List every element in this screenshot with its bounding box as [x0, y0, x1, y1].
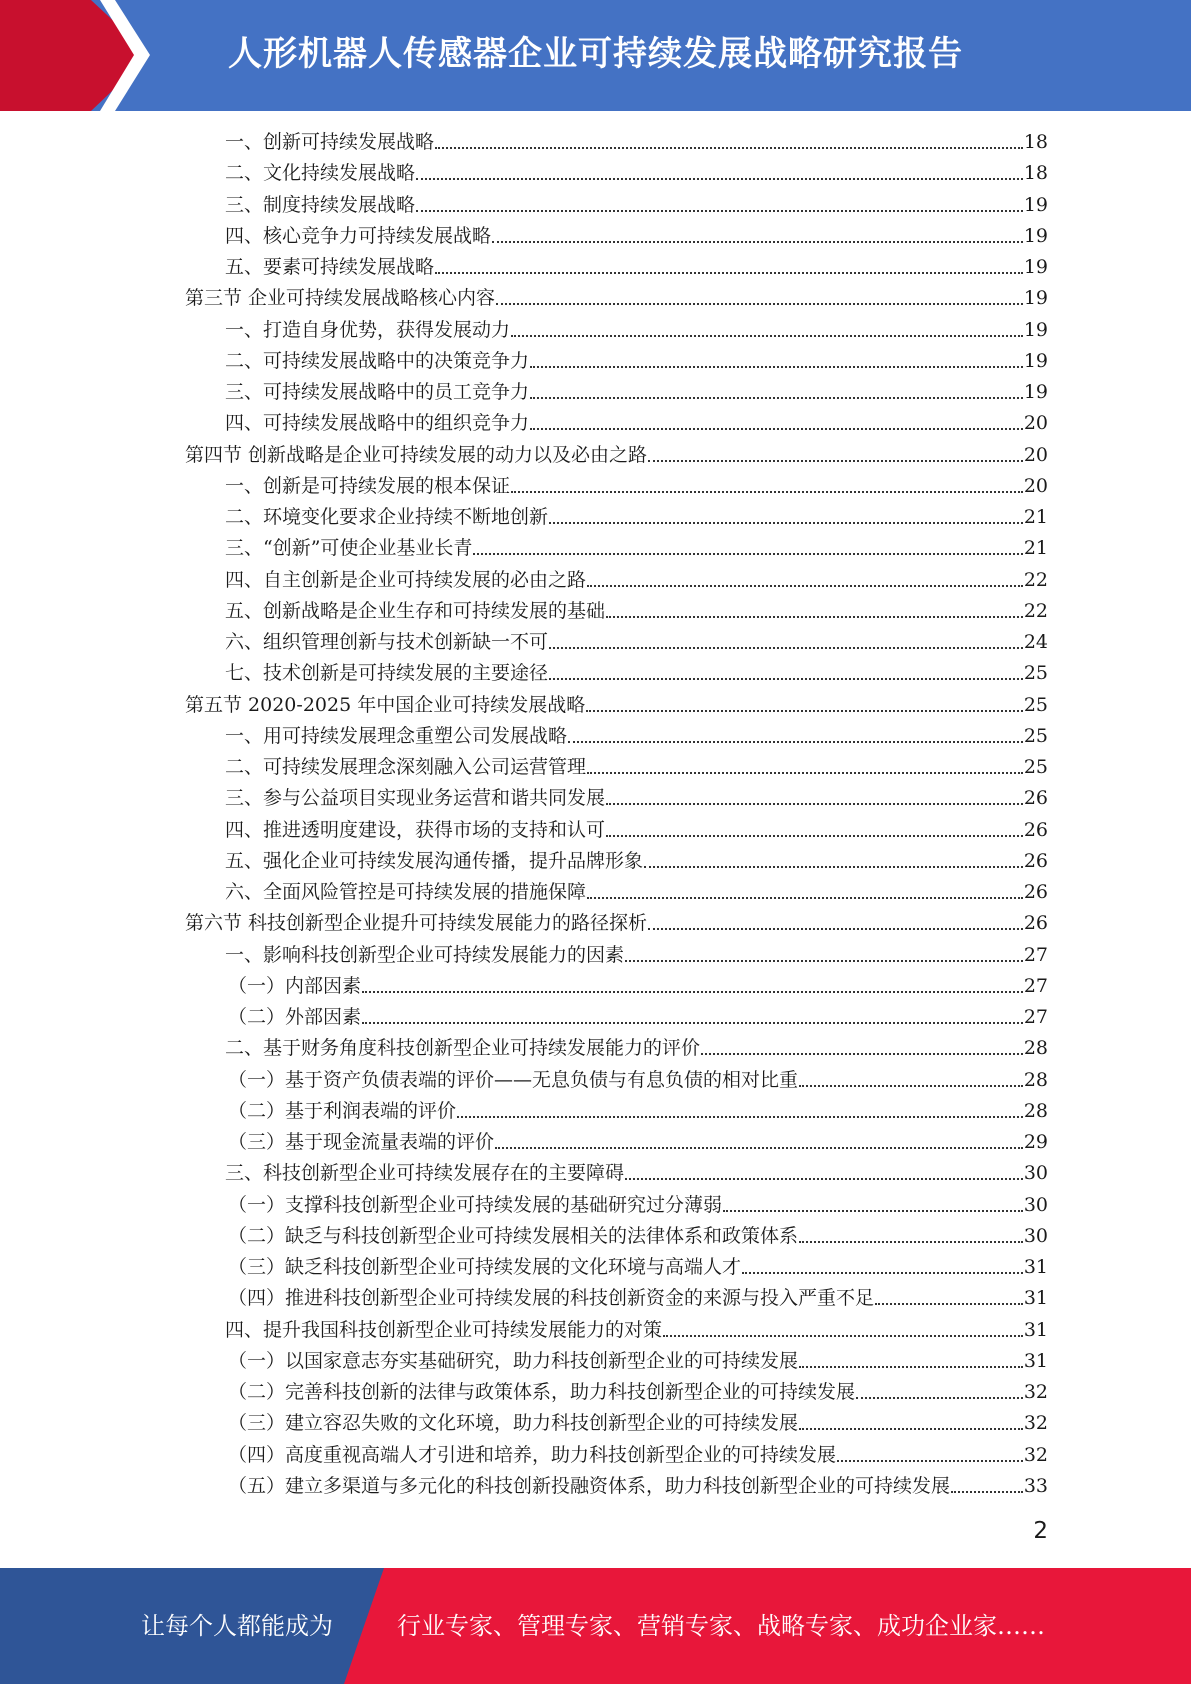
toc-entry-label: （五）建立多渠道与多元化的科技创新投融资体系，助力科技创新型企业的可持续发展	[228, 1475, 951, 1497]
toc-entry[interactable]	[225, 408, 1048, 439]
toc-entry[interactable]	[225, 1315, 1048, 1346]
toc-entry-page: 20	[1023, 444, 1048, 466]
toc-entry-page: 22	[1023, 600, 1048, 622]
toc-leader-dots	[511, 335, 1023, 337]
toc-leader-dots	[701, 1053, 1023, 1055]
toc-leader-dots	[530, 397, 1023, 399]
toc-leader-dots	[837, 1460, 1023, 1462]
toc-entry-page: 22	[1023, 569, 1048, 591]
toc-entry-label: 四、核心竞争力可持续发展战略	[225, 225, 492, 247]
toc-entry-label: 一、用可持续发展理念重塑公司发展战略	[225, 725, 568, 747]
toc-leader-dots	[511, 491, 1023, 493]
toc-entry[interactable]	[225, 846, 1048, 877]
toc-leader-dots	[799, 1085, 1023, 1087]
toc-entry[interactable]	[228, 1471, 1048, 1502]
toc-entry-page: 31	[1023, 1350, 1048, 1372]
toc-leader-dots	[606, 835, 1023, 837]
toc-entry[interactable]	[225, 596, 1048, 627]
toc-entry-page: 28	[1023, 1069, 1048, 1091]
footer-banner	[0, 1568, 1191, 1684]
toc-entry[interactable]	[225, 377, 1048, 408]
toc-entry-page: 32	[1023, 1444, 1048, 1466]
toc-entry[interactable]	[225, 752, 1048, 783]
toc-entry[interactable]	[225, 627, 1048, 658]
toc-leader-dots	[435, 272, 1023, 274]
toc-entry-label: 四、提升我国科技创新型企业可持续发展能力的对策	[225, 1319, 663, 1341]
toc-entry-label: （一）基于资产负债表端的评价——无息负债与有息负债的相对比重	[228, 1069, 799, 1091]
toc-leader-dots	[435, 147, 1023, 149]
toc-entry[interactable]	[225, 127, 1048, 158]
red-chevron-decoration	[0, 0, 160, 111]
toc-entry-page: 20	[1023, 412, 1048, 434]
toc-entry-page: 19	[1023, 319, 1048, 341]
toc-entry[interactable]	[225, 721, 1048, 752]
toc-leader-dots	[875, 1303, 1023, 1305]
toc-entry-page: 27	[1023, 944, 1048, 966]
toc-entry-label: 六、组织管理创新与技术创新缺一不可	[225, 631, 549, 653]
toc-leader-dots	[549, 678, 1023, 680]
toc-leader-dots	[799, 1366, 1023, 1368]
toc-entry[interactable]	[225, 1158, 1048, 1189]
toc-leader-dots	[530, 428, 1023, 430]
toc-entry-page: 30	[1023, 1162, 1048, 1184]
footer-slogan-right: 行业专家、管理专家、营销专家、战略专家、成功企业家……	[397, 1612, 1045, 1640]
toc-entry-page: 21	[1023, 506, 1048, 528]
toc-leader-dots	[549, 647, 1023, 649]
toc-entry-label: 四、自主创新是企业可持续发展的必由之路	[225, 569, 587, 591]
toc-entry[interactable]	[225, 502, 1048, 533]
toc-entry-page: 26	[1023, 787, 1048, 809]
toc-entry-page: 28	[1023, 1037, 1048, 1059]
toc-entry-label: （一）内部因素	[228, 975, 362, 997]
toc-entry-label: （二）完善科技创新的法律与政策体系，助力科技创新型企业的可持续发展	[228, 1381, 856, 1403]
toc-entry-page: 26	[1023, 912, 1048, 934]
toc-entry[interactable]	[185, 440, 1048, 471]
toc-entry-label: 一、创新可持续发展战略	[225, 131, 435, 153]
toc-entry-page: 18	[1023, 131, 1048, 153]
toc-leader-dots	[644, 866, 1023, 868]
toc-entry[interactable]	[225, 1033, 1048, 1064]
toc-entry[interactable]	[228, 1221, 1048, 1252]
toc-entry-page: 30	[1023, 1225, 1048, 1247]
toc-entry-page: 19	[1023, 194, 1048, 216]
toc-entry-page: 19	[1023, 225, 1048, 247]
toc-entry-label: 二、可持续发展理念深刻融入公司运营管理	[225, 756, 587, 778]
toc-leader-dots	[530, 366, 1023, 368]
toc-entry-page: 18	[1023, 162, 1048, 184]
toc-leader-dots	[625, 1178, 1023, 1180]
toc-entry-page: 26	[1023, 850, 1048, 872]
toc-leader-dots	[587, 585, 1023, 587]
toc-entry-label: 三、可持续发展战略中的员工竞争力	[225, 381, 530, 403]
toc-entry-label: 二、可持续发展战略中的决策竞争力	[225, 350, 530, 372]
toc-entry[interactable]	[228, 1440, 1048, 1471]
toc-entry-label: 三、“创新”可使企业基业长青	[225, 537, 473, 559]
toc-entry-page: 25	[1023, 662, 1048, 684]
toc-entry[interactable]	[228, 1096, 1048, 1127]
toc-entry[interactable]	[228, 971, 1048, 1002]
toc-entry-label: 一、影响科技创新型企业可持续发展能力的因素	[225, 944, 625, 966]
toc-entry[interactable]	[225, 783, 1048, 814]
toc-entry[interactable]	[185, 690, 1048, 721]
toc-entry-label: （二）外部因素	[228, 1006, 362, 1028]
toc-entry-page: 19	[1023, 350, 1048, 372]
page-number: 2	[1033, 1518, 1048, 1544]
toc-entry[interactable]	[185, 283, 1048, 314]
header-bar	[0, 0, 1191, 111]
toc-entry[interactable]	[225, 533, 1048, 564]
toc-leader-dots	[492, 241, 1023, 243]
toc-entry[interactable]	[228, 1377, 1048, 1408]
toc-leader-dots	[416, 210, 1023, 212]
toc-leader-dots	[586, 710, 1023, 712]
toc-leader-dots	[856, 1397, 1023, 1399]
toc-entry-label: 二、环境变化要求企业持续不断地创新	[225, 506, 549, 528]
toc-entry-page: 25	[1023, 756, 1048, 778]
toc-entry-label: 三、科技创新型企业可持续发展存在的主要障碍	[225, 1162, 625, 1184]
toc-entry-label: 七、技术创新是可持续发展的主要途径	[225, 662, 549, 684]
toc-leader-dots	[495, 1147, 1023, 1149]
toc-entry[interactable]	[228, 1283, 1048, 1314]
toc-entry[interactable]	[228, 1190, 1048, 1221]
toc-entry-page: 30	[1023, 1194, 1048, 1216]
toc-entry[interactable]	[225, 658, 1048, 689]
toc-entry-page: 19	[1023, 287, 1048, 309]
toc-entry-page: 27	[1023, 975, 1048, 997]
toc-entry-label: 第五节 2020-2025 年中国企业可持续发展战略	[185, 694, 586, 716]
toc-entry-page: 19	[1023, 256, 1048, 278]
toc-entry[interactable]	[225, 877, 1048, 908]
toc-entry-label: （三）基于现金流量表端的评价	[228, 1131, 495, 1153]
toc-entry-page: 29	[1023, 1131, 1048, 1153]
toc-entry-page: 31	[1023, 1319, 1048, 1341]
toc-leader-dots	[723, 1210, 1023, 1212]
toc-leader-dots	[549, 522, 1023, 524]
toc-entry-page: 26	[1023, 881, 1048, 903]
toc-leader-dots	[587, 897, 1023, 899]
toc-entry-label: 五、要素可持续发展战略	[225, 256, 435, 278]
toc-entry-label: 二、文化持续发展战略	[225, 162, 416, 184]
toc-entry[interactable]	[225, 252, 1048, 283]
toc-leader-dots	[648, 928, 1023, 930]
toc-entry[interactable]	[225, 346, 1048, 377]
toc-entry-page: 24	[1023, 631, 1048, 653]
toc-leader-dots	[663, 1335, 1023, 1337]
toc-entry-page: 25	[1023, 694, 1048, 716]
toc-entry-label: （一）支撑科技创新型企业可持续发展的基础研究过分薄弱	[228, 1194, 723, 1216]
toc-entry-page: 32	[1023, 1381, 1048, 1403]
report-title: 人形机器人传感器企业可持续发展战略研究报告	[228, 34, 963, 74]
toc-leader-dots	[496, 303, 1023, 305]
toc-entry[interactable]	[225, 565, 1048, 596]
toc-entry-label: 第六节 科技创新型企业提升可持续发展能力的路径探析	[185, 912, 648, 934]
toc-entry-label: （三）缺乏科技创新型企业可持续发展的文化环境与高端人才	[228, 1256, 742, 1278]
toc-leader-dots	[799, 1428, 1023, 1430]
toc-entry-page: 21	[1023, 537, 1048, 559]
toc-leader-dots	[473, 553, 1022, 555]
toc-entry-label: 一、创新是可持续发展的根本保证	[225, 475, 511, 497]
toc-entry-label: 一、打造自身优势，获得发展动力	[225, 319, 511, 341]
toc-entry-label: （二）缺乏与科技创新型企业可持续发展相关的法律体系和政策体系	[228, 1225, 799, 1247]
toc-entry[interactable]	[225, 158, 1048, 189]
footer-slogan-left: 让每个人都能成为	[141, 1612, 333, 1640]
toc-leader-dots	[951, 1491, 1023, 1493]
toc-entry[interactable]	[228, 1346, 1048, 1377]
toc-entry-label: 第三节 企业可持续发展战略核心内容	[185, 287, 496, 309]
toc-entry[interactable]	[225, 190, 1048, 221]
toc-entry-label: （四）推进科技创新型企业可持续发展的科技创新资金的来源与投入严重不足	[228, 1287, 875, 1309]
toc-entry-page: 31	[1023, 1256, 1048, 1278]
toc-entry[interactable]	[225, 221, 1048, 252]
toc-entry-label: 三、参与公益项目实现业务运营和谐共同发展	[225, 787, 606, 809]
toc-entry-page: 26	[1023, 819, 1048, 841]
toc-entry[interactable]	[225, 471, 1048, 502]
toc-entry-page: 19	[1023, 381, 1048, 403]
toc-leader-dots	[625, 960, 1023, 962]
toc-entry-label: 五、创新战略是企业生存和可持续发展的基础	[225, 600, 606, 622]
toc-entry-page: 28	[1023, 1100, 1048, 1122]
toc-entry[interactable]	[228, 1065, 1048, 1096]
toc-entry[interactable]	[228, 1408, 1048, 1439]
toc-entry-label: （二）基于利润表端的评价	[228, 1100, 457, 1122]
toc-entry-page: 20	[1023, 475, 1048, 497]
toc-leader-dots	[457, 1116, 1023, 1118]
toc-leader-dots	[606, 616, 1023, 618]
toc-leader-dots	[568, 741, 1023, 743]
toc-entry-label: 四、推进透明度建设，获得市场的支持和认可	[225, 819, 606, 841]
toc-entry-page: 25	[1023, 725, 1048, 747]
toc-entry-page: 33	[1023, 1475, 1048, 1497]
toc-entry-label: 五、强化企业可持续发展沟通传播，提升品牌形象	[225, 850, 644, 872]
toc-entry[interactable]	[228, 1002, 1048, 1033]
toc-leader-dots	[648, 460, 1023, 462]
toc-entry[interactable]	[225, 315, 1048, 346]
toc-leader-dots	[587, 772, 1023, 774]
toc-entry[interactable]	[185, 908, 1048, 939]
toc-entry[interactable]	[225, 815, 1048, 846]
toc-entry-label: （一）以国家意志夯实基础研究，助力科技创新型企业的可持续发展	[228, 1350, 799, 1372]
toc-entry-page: 32	[1023, 1412, 1048, 1434]
toc-leader-dots	[362, 1022, 1023, 1024]
toc-entry-label: 四、可持续发展战略中的组织竞争力	[225, 412, 530, 434]
toc-entry[interactable]	[225, 940, 1048, 971]
toc-entry[interactable]	[228, 1127, 1048, 1158]
toc-entry[interactable]	[228, 1252, 1048, 1283]
toc-entry-label: 二、基于财务角度科技创新型企业可持续发展能力的评价	[225, 1037, 701, 1059]
toc-entry-label: 第四节 创新战略是企业可持续发展的动力以及必由之路	[185, 444, 648, 466]
toc-entry-label: 六、全面风险管控是可持续发展的措施保障	[225, 881, 587, 903]
toc-leader-dots	[606, 803, 1023, 805]
toc-entry-label: （三）建立容忍失败的文化环境，助力科技创新型企业的可持续发展	[228, 1412, 799, 1434]
toc-entry-page: 31	[1023, 1287, 1048, 1309]
toc-leader-dots	[799, 1241, 1023, 1243]
toc-entry-label: （四）高度重视高端人才引进和培养，助力科技创新型企业的可持续发展	[228, 1444, 837, 1466]
toc-entry-label: 三、制度持续发展战略	[225, 194, 416, 216]
toc-leader-dots	[742, 1272, 1023, 1274]
toc-entry-page: 27	[1023, 1006, 1048, 1028]
toc-leader-dots	[416, 178, 1023, 180]
toc-leader-dots	[362, 991, 1023, 993]
